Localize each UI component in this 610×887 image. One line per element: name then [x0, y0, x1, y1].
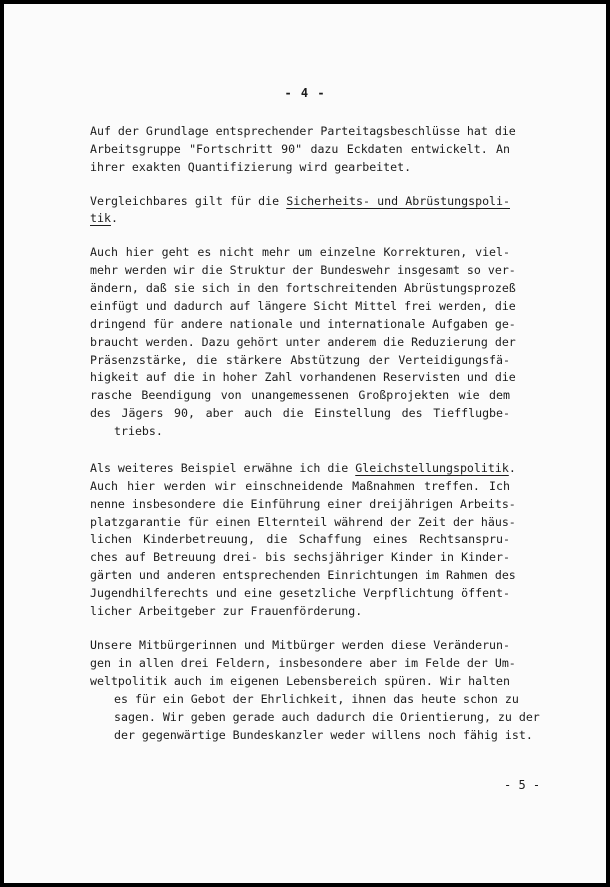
- text-line: triebs.: [114, 424, 163, 438]
- text-line: es für ein Gebot der Ehrlichkeit, ihnen das heute schon zu: [114, 692, 519, 706]
- text-line: [90, 209, 510, 227]
- text-line: dringend für andere nationale und internationale Aufgaben ge-: [90, 317, 516, 331]
- text-line: nenne insbesondere die Einführung einer dreijährigen Arbeits-: [90, 497, 516, 511]
- text-line: [90, 192, 510, 210]
- text-line: der gegenwärtige Bundeskanzler weder willens noch fähig ist.: [114, 728, 533, 742]
- text-line: gen in allen drei Feldern, insbesondere aber im Felde der Um-: [90, 656, 516, 670]
- text-line: mehr werden wir die Struktur der Bundeswehr insgesamt so ver-: [90, 263, 516, 277]
- text-segment: .: [110, 211, 118, 225]
- text-line: ihrer exakten Quantifizierung wird gearbeitet.: [90, 160, 412, 174]
- next-page-marker: - 5 -: [504, 778, 541, 792]
- text-line: weltpolitik auch im eigenen Lebensbereich spüren. Wir halten: [90, 674, 510, 688]
- text-segment: .: [508, 461, 516, 475]
- text-line: einfügt und dadurch auf längere Sicht Mittel frei werden, die: [90, 299, 516, 313]
- text-line: Unsere Mitbürgerinnen und Mitbürger werden diese Veränderun-: [90, 638, 510, 652]
- text-line: sagen. Wir geben gerade auch dadurch die Orientierung, zu der: [114, 710, 540, 724]
- document-page: [4, 4, 606, 883]
- text-line: Auf der Grundlage entsprechender Parteitagsbeschlüsse hat die: [90, 124, 516, 138]
- text-line: Auch hier werden wir einschneidende Maßnahmen treffen. Ich: [90, 479, 510, 493]
- text-line: des Jägers 90, aber auch die Einstellung des Tiefflugbe-: [90, 406, 510, 420]
- underlined-term: Sicherheits- und Abrüstungspoli-: [286, 194, 510, 208]
- page-number: - 4 -: [284, 86, 326, 100]
- text-line: higkeit auf die in hoher Zahl vorhandenen Reservisten und die: [90, 370, 516, 384]
- text-segment: Vergleichbares gilt für die: [90, 194, 287, 208]
- text-segment: Als weiteres Beispiel erwähne ich die: [90, 461, 356, 475]
- text-line: platzgarantie für einen Elternteil während der Zeit der häus-: [90, 515, 516, 529]
- text-line: [90, 459, 516, 477]
- underlined-term: tik: [90, 211, 111, 225]
- text-line: Arbeitsgruppe "Fortschritt 90" dazu Eckdaten entwickelt. An: [90, 142, 510, 156]
- text-line: braucht werden. Dazu gehört unter anderem die Reduzierung der: [90, 335, 516, 349]
- text-line: lichen Kinderbetreuung, die Schaffung eines Rechtsanspru-: [90, 532, 510, 546]
- text-line: Jugendhilferechts und eine gesetzliche Verpflichtung öffent-: [90, 586, 510, 600]
- text-line: licher Arbeitgeber zur Frauenförderung.: [90, 604, 363, 618]
- underlined-term: Gleichstellungspolitik: [355, 461, 509, 475]
- text-line: Auch hier geht es nicht mehr um einzelne Korrekturen, viel-: [90, 245, 510, 259]
- text-line: gärten und anderen entsprechenden Einrichtungen im Rahmen des: [90, 568, 516, 582]
- text-line: ändern, daß sie sich in den fortschreitenden Abrüstungsprozeß: [90, 281, 516, 295]
- text-line: ches auf Betreuung drei- bis sechsjähriger Kinder in Kinder-: [90, 550, 510, 564]
- text-line: rasche Beendigung von unangemessenen Großprojekten wie dem: [90, 388, 510, 402]
- text-line: Präsenzstärke, die stärkere Abstützung der Verteidigungsfä-: [90, 353, 510, 367]
